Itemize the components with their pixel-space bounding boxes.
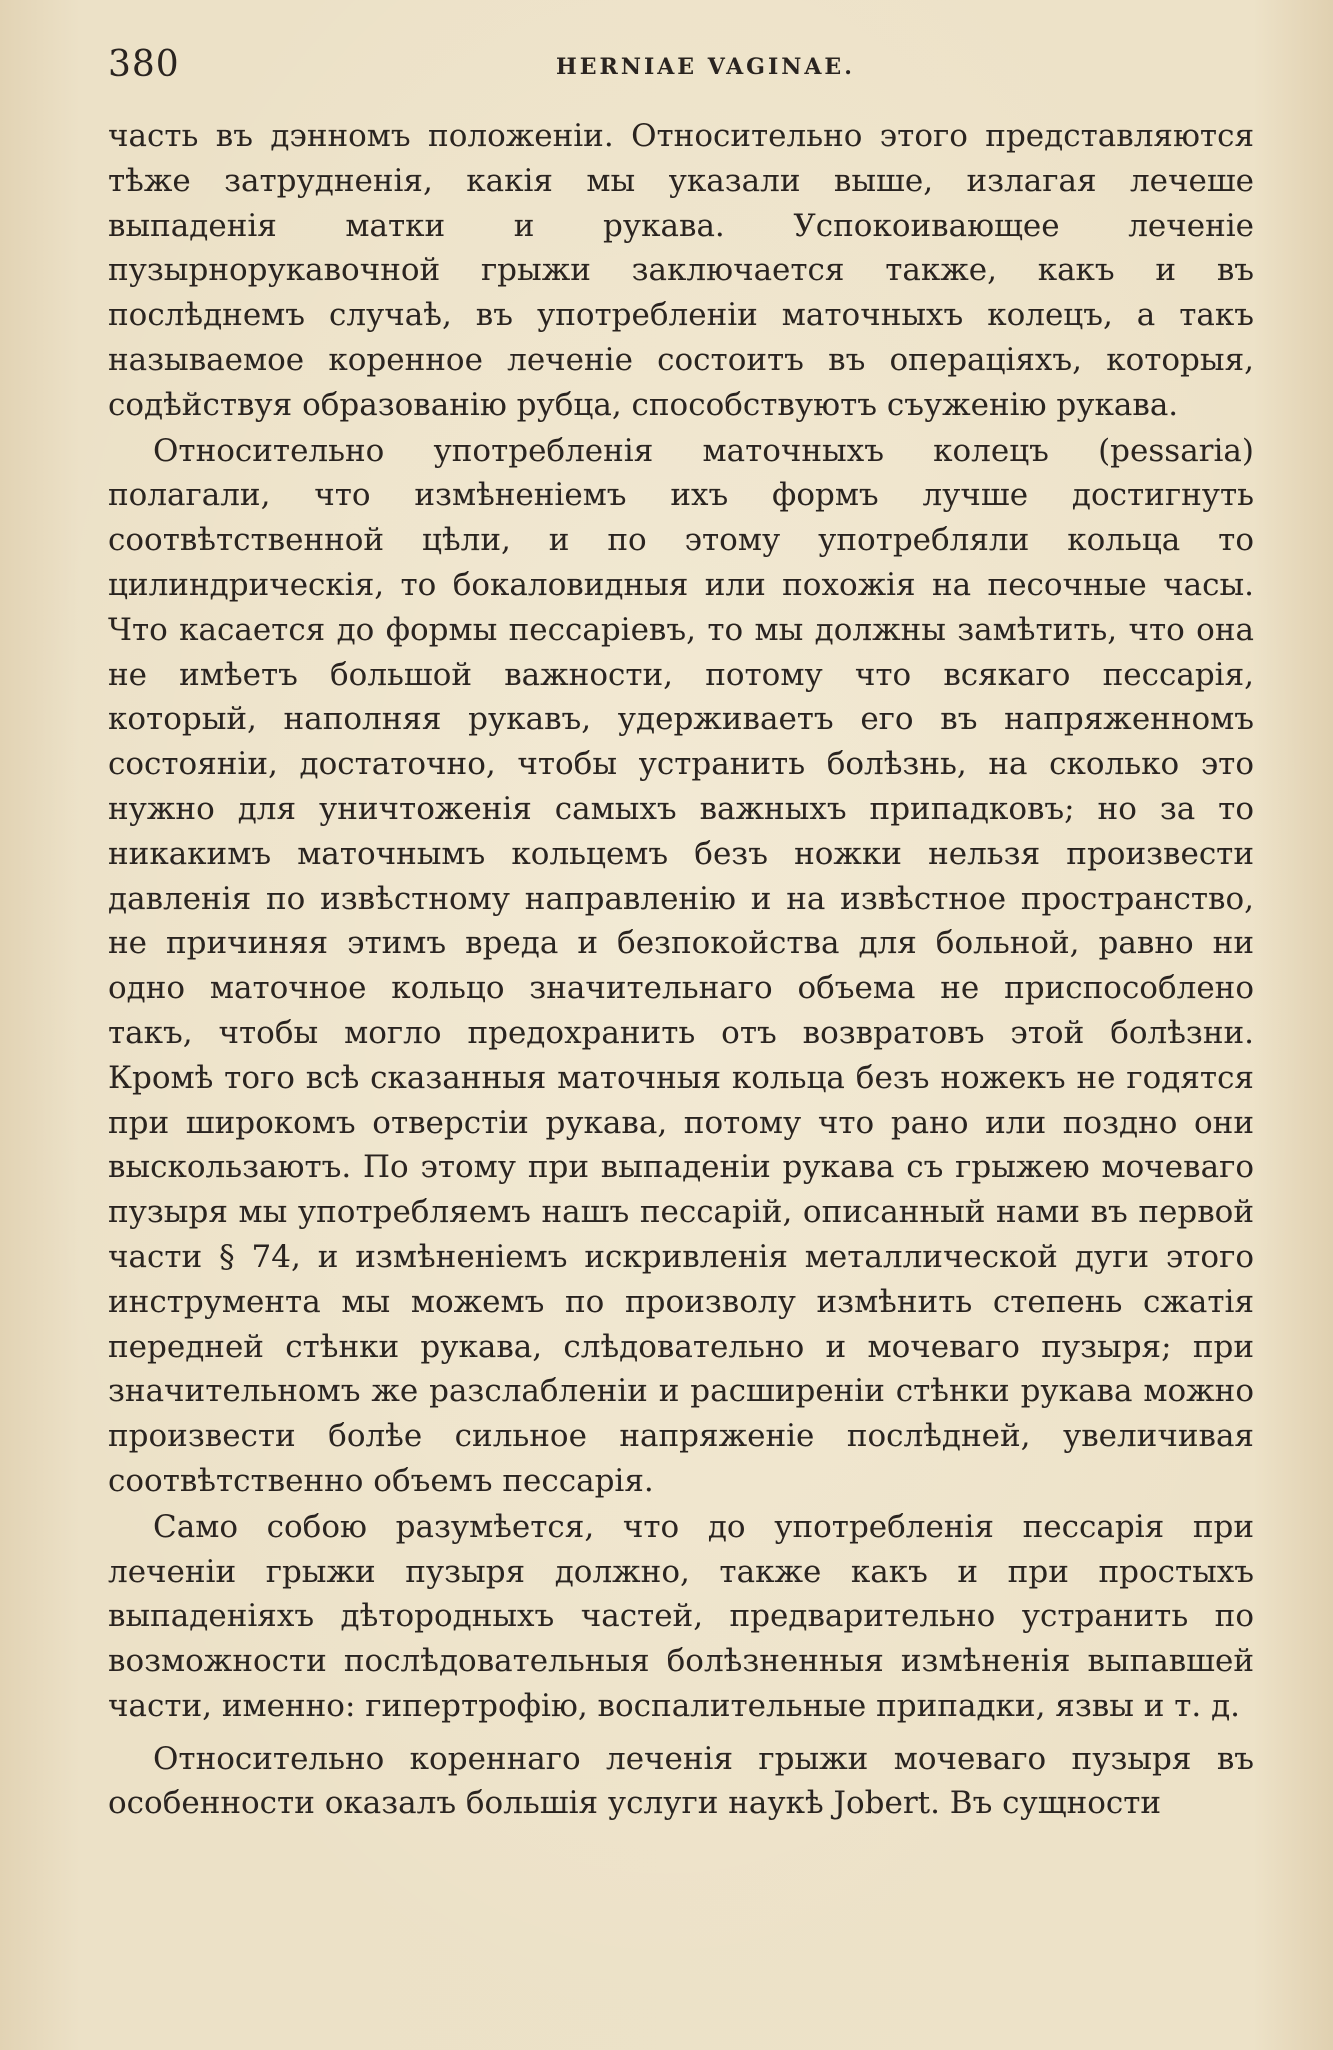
paragraph-radical-treatment: Относительно кореннаго леченія грыжи мочеваго пузыря въ особенности оказалъ большія услуги наукѣ Jobert. Въ сущности <box>108 1740 1254 1822</box>
paragraph-preparation: Само собою разумѣется, что до употребленія пессарія при леченiи грыжи пузыря должно, также какъ и при простыхъ выпаденіяхъ дѣтородныхъ частей, предварительно устранить по возможности послѣдовательныя болѣзненныя измѣненія выпавшей части, именно: гипертрофію, воспалительные припадки, язвы и т. д. <box>108 1508 1254 1724</box>
page-number: 380 <box>108 44 180 85</box>
running-head: HERNIAE VAGINAE. <box>556 54 855 80</box>
text-body <box>108 114 1254 1826</box>
page-header <box>108 44 1258 94</box>
paragraph-pessaria: Относительно употребленія маточныхъ колецъ (pessaria) полагали, что измѣненіемъ ихъ формъ лучше достигнуть соотвѣтственной цѣли, и по этому употребляли кольца то цилиндрическія, то бокаловидныя или похожія на песочные часы. Что касается до формы пессаріевъ, то мы должны замѣтить, что она не имѣетъ большой важности, потому что всякаго пессарія, который, наполняя рукавъ, удерживаетъ его въ напряженномъ состоянiи, достаточно, чтобы устранить болѣзнь, на сколько это нужно для уничтоженія самыхъ важныхъ припадковъ; но за то никакимъ маточнымъ кольцемъ безъ ножки нельзя произвести давленія по извѣстному направленію и на извѣстное пространство, не причиняя этимъ вреда и безпокойства для больной, равно ни одно маточное кольцо значительнаго объема не приспособлено такъ, чтобы могло предохранить отъ возвратовъ этой болѣзни. Кромѣ того всѣ сказанныя маточныя кольца безъ ножекъ не годятся при широкомъ отверстiи рукава, потому что рано или поздно они выскользаютъ. По этому при выпаденiи рукава съ грыжею мочеваго пузыря мы употребляемъ нашъ пессарій, описанный нами въ первой части § 74, и измѣненіемъ искривленія металлической дуги этого инструмента мы можемъ по произволу измѣнить степень сжатія передней стѣнки рукава, слѣдовательно и мочеваго пузыря; при значительномъ же разслабленiи и расширенiи стѣнки рукава можно произвести болѣе сильное напряженіе послѣдней, увеличивая соотвѣтственно объемъ пессарія. <box>108 432 1254 1499</box>
paragraph-continuation: часть въ дэнномъ положенiи. Относительно этого представляются тѣже затрудненія, какія мы указали выше, излагая лечешe выпаденія матки и рукава. Успокоивающее леченіе пузырнорукавочной грыжи заключается также, какъ и въ послѣднемъ случаѣ, въ употребленiи маточныхъ колецъ, а такъ называемое коренное леченіе состоитъ въ операціяхъ, которыя, содѣйствуя образованію рубца, способствуютъ съуженію рукава. <box>108 118 1254 423</box>
